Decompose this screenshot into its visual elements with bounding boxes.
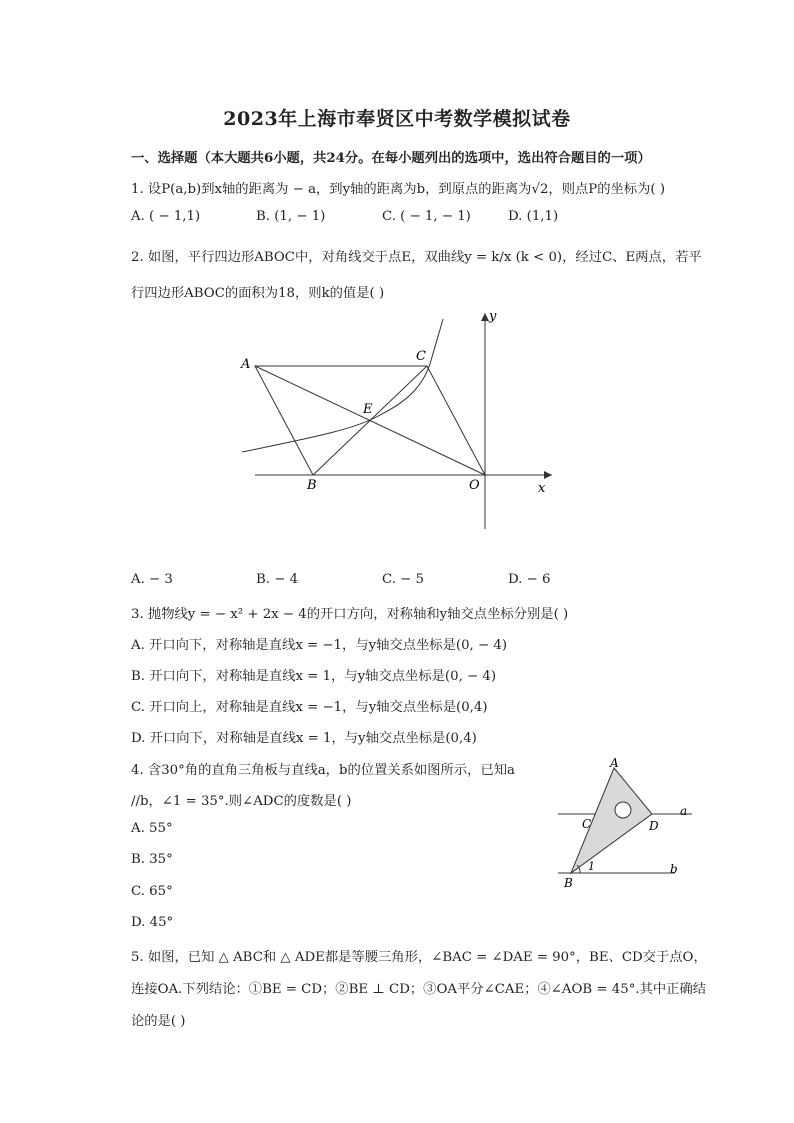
label-d-point: D	[649, 819, 659, 833]
question-2-stem-line1: 2. 如图，平行四边形ABOC中，对角线交于点E，双曲线y = k/x (k < 0)，经过C、E两点，若平	[131, 250, 702, 265]
question-5-stem-line3: 论的是( )	[131, 1014, 186, 1029]
triangle-hole	[615, 802, 631, 818]
question-5-stem-line1: 5. 如图，已知 △ ABC和 △ ADE都是等腰三角形，∠BAC = ∠DAE = 90°，BE、CD交于点O，	[131, 950, 707, 965]
q2-option-d[interactable]: D. − 6	[508, 572, 551, 587]
page-title: 2023年上海市奉贤区中考数学模拟试卷	[223, 108, 571, 130]
label-y: y	[489, 309, 497, 324]
label-angle-1: 1	[588, 860, 595, 873]
label-a: A	[241, 357, 251, 372]
q3-option-d[interactable]: D. 开口向下，对称轴是直线x = 1，与y轴交点坐标是(0,4)	[131, 731, 477, 746]
question-5-stem-line2: 连接OA.下列结论：①BE = CD；②BE ⊥ CD；③OA平分∠CAE；④∠AOB = 45°.其中正确结	[131, 982, 707, 997]
label-line-a: a	[680, 804, 688, 818]
q1-option-a[interactable]: A. ( − 1,1)	[131, 209, 201, 224]
label-o: O	[469, 478, 480, 493]
section-heading: 一、选择题（本大题共6小题，共24分。在每小题列出的选项中，选出符合题目的一项）	[131, 151, 651, 166]
q2-option-b[interactable]: B. − 4	[256, 572, 299, 587]
y-axis-arrow	[481, 313, 489, 321]
q3-option-b[interactable]: B. 开口向下，对称轴是直线x = 1，与y轴交点坐标是(0, − 4)	[131, 669, 497, 684]
q1-option-b[interactable]: B. (1, − 1)	[256, 209, 326, 224]
label-c: C	[416, 349, 426, 364]
question-2-stem-line2: 行四边形ABOC的面积为18，则k的值是( )	[131, 286, 385, 301]
label-line-b: b	[670, 862, 678, 876]
x-axis-arrow	[544, 471, 552, 479]
label-c-point: C	[582, 817, 592, 831]
question-3-stem: 3. 抛物线y = − x² + 2x − 4的开口方向，对称轴和y轴交点坐标分别是( )	[131, 607, 569, 622]
q2-option-c[interactable]: C. − 5	[382, 572, 424, 587]
label-b: B	[307, 478, 317, 493]
q4-option-a[interactable]: A. 55°	[131, 821, 173, 836]
q1-option-d[interactable]: D. (1,1)	[508, 209, 559, 224]
q4-option-d[interactable]: D. 45°	[131, 915, 174, 930]
question-4-stem-line2: //b，∠1 = 35°.则∠ADC的度数是( )	[131, 794, 352, 809]
q4-option-c[interactable]: C. 65°	[131, 884, 173, 899]
q3-option-c[interactable]: C. 开口向上，对称轴是直线x = −1，与y轴交点坐标是(0,4)	[131, 700, 488, 715]
question-4-stem-line1: 4. 含30°角的直角三角板与直线a，b的位置关系如图所示，已知a	[131, 763, 515, 778]
question-1-stem: 1. 设P(a,b)到x轴的距离为 − a，到y轴的距离为b，到原点的距离为√2，则点P的坐标为( )	[131, 182, 666, 197]
label-a-vertex: A	[610, 756, 619, 770]
q2-option-a[interactable]: A. − 3	[131, 572, 173, 587]
label-e: E	[363, 402, 373, 417]
q4-triangle-parallel-lines-figure	[550, 752, 700, 897]
q4-option-b[interactable]: B. 35°	[131, 852, 173, 867]
q3-option-a[interactable]: A. 开口向下，对称轴是直线x = −1，与y轴交点坐标是(0, − 4)	[131, 638, 508, 653]
label-b-vertex: B	[564, 876, 573, 890]
hyperbola-curve	[242, 319, 443, 452]
q1-option-c[interactable]: C. ( − 1, − 1)	[382, 209, 471, 224]
q2-parallelogram-hyperbola-figure	[230, 305, 560, 535]
label-x: x	[538, 481, 546, 496]
